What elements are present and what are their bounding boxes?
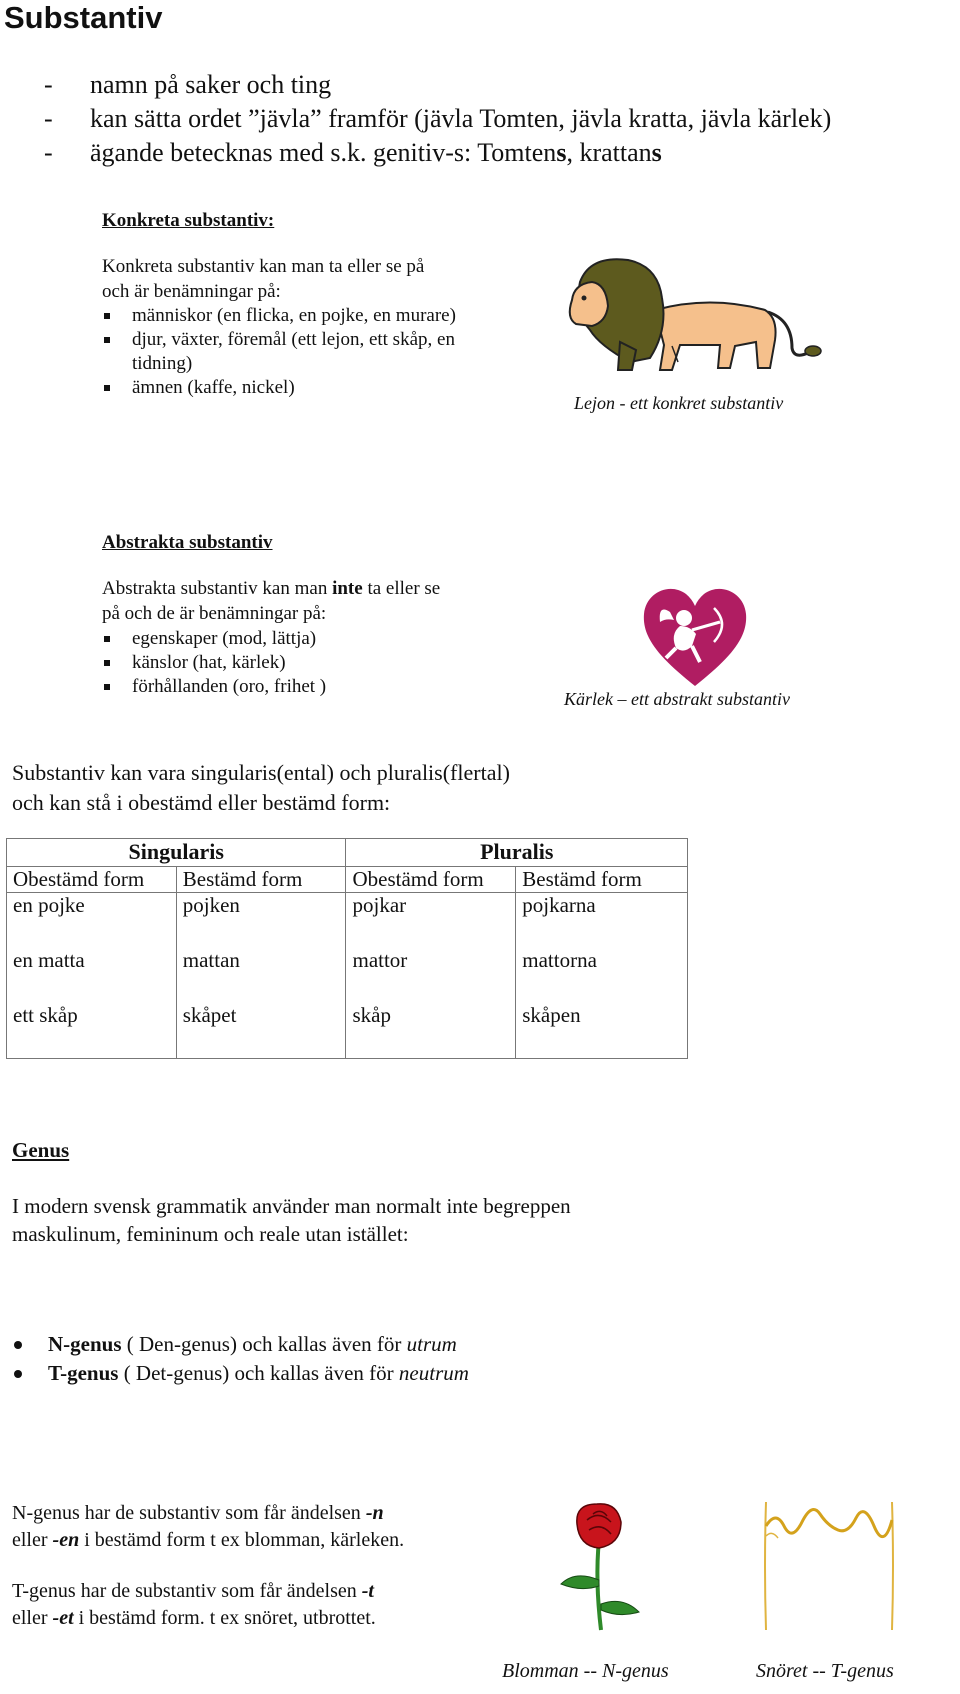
text-line: Substantiv kan vara singularis(ental) och pluralis(flertal) <box>12 760 510 785</box>
n-genus-text <box>12 1500 532 1554</box>
text-line: eller -et i bestämd form. t ex snöret, utbrottet. <box>12 1607 376 1629</box>
genus-heading: Genus <box>12 1138 70 1162</box>
table-cell: skåp <box>346 1003 516 1059</box>
genitive-s: s <box>651 138 662 167</box>
bullet-dot-icon <box>14 1341 22 1349</box>
heart-caption: Kärlek – ett abstrakt substantiv <box>564 689 790 709</box>
square-bullet-icon <box>104 684 110 690</box>
column-header: Obestämd form <box>346 867 516 893</box>
intro-dash: - <box>44 138 53 167</box>
column-header: Bestämd form <box>516 867 688 893</box>
text-line: maskulinum, femininum och reale utan istället: <box>12 1222 409 1246</box>
square-bullet-icon <box>104 337 110 343</box>
konkreta-text <box>102 254 522 304</box>
list-item: känslor (hat, kärlek) <box>102 651 522 675</box>
table-cell: pojken <box>176 893 346 949</box>
table-cell: ett skåp <box>7 1003 177 1059</box>
text-line: Abstrakta substantiv kan man inte ta eller se <box>102 578 441 599</box>
konkreta-list <box>102 304 522 400</box>
intro-text: kan sätta ordet ”jävla” framför (jävla Tomten, jävla kratta, jävla kärlek) <box>90 104 832 133</box>
list-item: N-genus ( Den-genus) och kallas även för utrum <box>12 1330 652 1359</box>
intro-dash: - <box>44 70 53 99</box>
table-row <box>7 1003 688 1059</box>
list-item: egenskaper (mod, lättja) <box>102 627 522 651</box>
text-line: Konkreta substantiv kan man ta eller se på <box>102 256 425 277</box>
numerus-text <box>12 758 632 818</box>
intro-text-part: , krattan <box>566 138 652 167</box>
column-header: Obestämd form <box>7 867 177 893</box>
intro-text <box>90 138 662 168</box>
string-illustration <box>762 1496 902 1636</box>
table-cell: pojkar <box>346 893 516 949</box>
table-cell: mattan <box>176 948 346 1003</box>
genus-list <box>12 1330 652 1388</box>
table-cell: en pojke <box>7 893 177 949</box>
abstrakta-list <box>102 627 522 699</box>
lion-caption: Lejon - ett konkret substantiv <box>574 393 784 413</box>
rose-illustration <box>555 1500 645 1640</box>
t-genus-text <box>12 1578 532 1632</box>
list-item: T-genus ( Det-genus) och kallas även för neutrum <box>12 1359 652 1388</box>
square-bullet-icon <box>104 313 110 319</box>
table-cell: en matta <box>7 948 177 1003</box>
table-cell: mattor <box>346 948 516 1003</box>
lion-illustration <box>560 250 830 380</box>
text-line: eller -en i bestämd form t ex blomman, kärleken. <box>12 1529 405 1551</box>
text-line: N-genus har de substantiv som får ändelsen -n <box>12 1502 384 1524</box>
rose-caption: Blomman -- N-genus <box>502 1660 669 1682</box>
text-line: I modern svensk grammatik använder man normalt inte begreppen <box>12 1194 571 1218</box>
konkreta-heading: Konkreta substantiv: <box>102 210 275 231</box>
table-cell: skåpen <box>516 1003 688 1059</box>
table-column-header-row <box>7 867 688 893</box>
text-line: och kan stå i obestämd eller bestämd form: <box>12 790 391 815</box>
column-header: Bestämd form <box>176 867 346 893</box>
square-bullet-icon <box>104 660 110 666</box>
list-item: människor (en flicka, en pojke, en murare) <box>102 304 522 328</box>
table-row <box>7 893 688 949</box>
text-line: och är benämningar på: <box>102 281 281 302</box>
declension-table <box>6 838 688 1059</box>
cupid-heart-illustration <box>640 582 750 688</box>
abstrakta-heading: Abstrakta substantiv <box>102 532 273 553</box>
intro-text-part: ägande betecknas med s.k. genitiv-s: Tomten <box>90 138 557 167</box>
abstrakta-text <box>102 576 542 626</box>
intro-text: namn på saker och ting <box>90 70 332 99</box>
page-title: Substantiv <box>4 0 163 35</box>
genus-text <box>12 1192 732 1248</box>
list-item: djur, växter, föremål (ett lejon, ett skåp, en tidning) <box>102 328 522 376</box>
text-line: T-genus har de substantiv som får ändelsen -t <box>12 1580 374 1602</box>
list-item: ämnen (kaffe, nickel) <box>102 376 522 400</box>
string-caption: Snöret -- T-genus <box>756 1660 894 1682</box>
text-line: på och de är benämningar på: <box>102 603 327 624</box>
square-bullet-icon <box>104 385 110 391</box>
table-cell: mattorna <box>516 948 688 1003</box>
square-bullet-icon <box>104 636 110 642</box>
intro-dash: - <box>44 104 53 133</box>
group-singularis: Singularis <box>7 839 346 867</box>
table-cell: pojkarna <box>516 893 688 949</box>
table-cell: skåpet <box>176 1003 346 1059</box>
table-group-header-row <box>7 839 688 867</box>
genitive-s: s <box>556 138 567 167</box>
list-item: förhållanden (oro, frihet ) <box>102 675 522 699</box>
table-row <box>7 948 688 1003</box>
group-pluralis: Pluralis <box>346 839 688 867</box>
bullet-dot-icon <box>14 1370 22 1378</box>
